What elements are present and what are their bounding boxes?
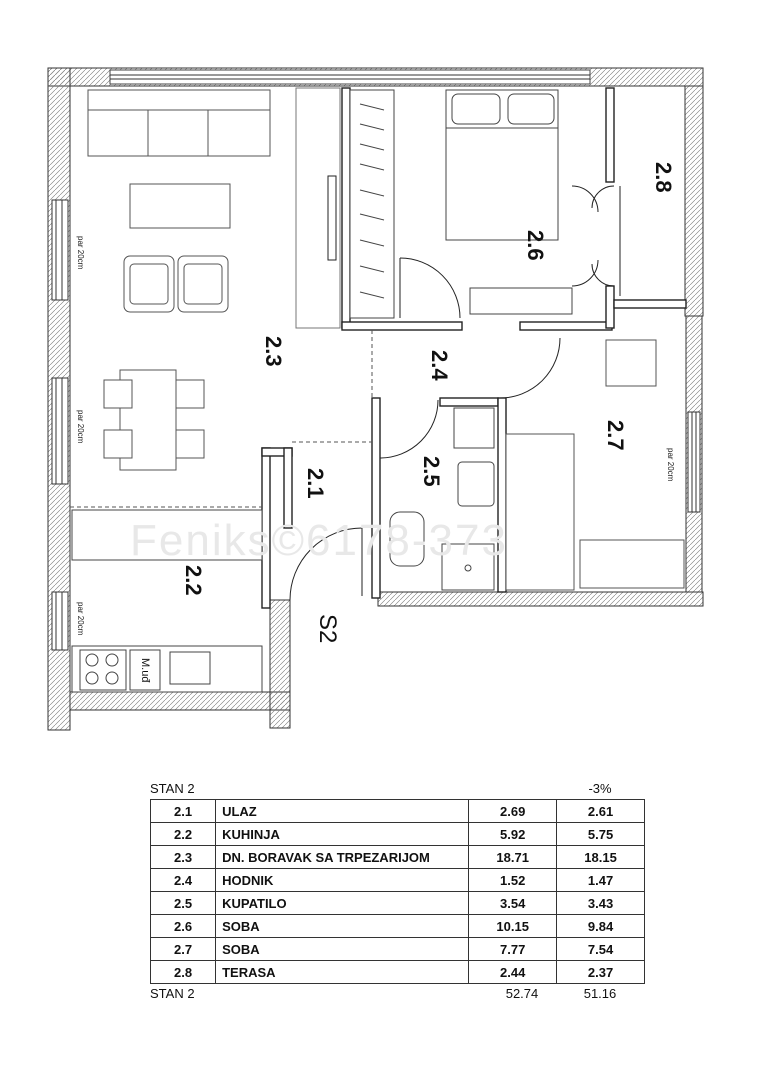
row-name: DN. BORAVAK SA TRPEZARIJOM xyxy=(216,846,469,869)
room-label-2-4: 2.4 xyxy=(427,350,452,381)
row-area: 5.92 xyxy=(469,823,557,846)
row-name: ULAZ xyxy=(216,800,469,823)
table-header xyxy=(150,779,660,799)
table-row xyxy=(151,823,645,846)
row-number: 2.3 xyxy=(151,846,216,869)
room-label-2-6: 2.6 xyxy=(523,230,548,261)
table-row xyxy=(151,869,645,892)
armchairs xyxy=(124,256,228,312)
tv xyxy=(328,176,336,260)
room-label-2-7: 2.7 xyxy=(603,420,628,451)
room-label-2-8: 2.8 xyxy=(651,162,676,193)
table-row xyxy=(151,938,645,961)
total-reduced: 51.16 xyxy=(583,986,617,1001)
row-number: 2.2 xyxy=(151,823,216,846)
table-row xyxy=(151,892,645,915)
dining-set xyxy=(104,370,204,470)
room-label-2-3: 2.3 xyxy=(261,336,286,367)
appliance-label: M.uđ xyxy=(139,658,151,683)
reduction-label: -3% xyxy=(588,781,612,796)
row-name: SOBA xyxy=(216,938,469,961)
row-reduced: 9.84 xyxy=(557,915,645,938)
desk-room-2-6 xyxy=(470,288,572,314)
total-label: STAN 2 xyxy=(150,986,195,1001)
sofa xyxy=(88,90,270,156)
area-table xyxy=(150,779,660,1004)
wall-note: par 20cm xyxy=(76,602,85,636)
row-name: HODNIK xyxy=(216,869,469,892)
furniture-room-2-7 xyxy=(506,340,684,590)
table-row xyxy=(151,846,645,869)
wardrobe xyxy=(350,90,394,318)
row-area: 10.15 xyxy=(469,915,557,938)
row-reduced: 3.43 xyxy=(557,892,645,915)
table-footer xyxy=(150,984,660,1004)
row-name: KUPATILO xyxy=(216,892,469,915)
row-reduced: 1.47 xyxy=(557,869,645,892)
row-number: 2.6 xyxy=(151,915,216,938)
row-reduced: 18.15 xyxy=(557,846,645,869)
row-number: 2.1 xyxy=(151,800,216,823)
row-reduced: 2.61 xyxy=(557,800,645,823)
unit-code: S2 xyxy=(314,614,341,644)
row-name: KUHINJA xyxy=(216,823,469,846)
bed-room-2-6 xyxy=(446,90,558,240)
room-label-2-2: 2.2 xyxy=(181,565,206,596)
row-area: 2.44 xyxy=(469,961,557,984)
row-name: TERASA xyxy=(216,961,469,984)
area-rows xyxy=(150,799,645,984)
row-reduced: 5.75 xyxy=(557,823,645,846)
table-title: STAN 2 xyxy=(150,781,195,796)
table-row xyxy=(151,961,645,984)
row-area: 2.69 xyxy=(469,800,557,823)
row-number: 2.4 xyxy=(151,869,216,892)
table-row xyxy=(151,800,645,823)
row-reduced: 2.37 xyxy=(557,961,645,984)
table-row xyxy=(151,915,645,938)
coffee-table xyxy=(130,184,230,228)
total-area: 52.74 xyxy=(505,986,539,1001)
row-number: 2.7 xyxy=(151,938,216,961)
row-area: 3.54 xyxy=(469,892,557,915)
watermark: Feniks©6178-373 xyxy=(130,516,508,565)
row-area: 1.52 xyxy=(469,869,557,892)
wall-note: par 20cm xyxy=(666,448,675,482)
wall-note: par 20cm xyxy=(76,236,85,270)
row-area: 7.77 xyxy=(469,938,557,961)
row-number: 2.5 xyxy=(151,892,216,915)
row-area: 18.71 xyxy=(469,846,557,869)
wall-note: par 20cm xyxy=(76,410,85,444)
row-reduced: 7.54 xyxy=(557,938,645,961)
row-number: 2.8 xyxy=(151,961,216,984)
room-label-2-1: 2.1 xyxy=(303,468,328,499)
room-label-2-5: 2.5 xyxy=(419,456,444,487)
row-name: SOBA xyxy=(216,915,469,938)
